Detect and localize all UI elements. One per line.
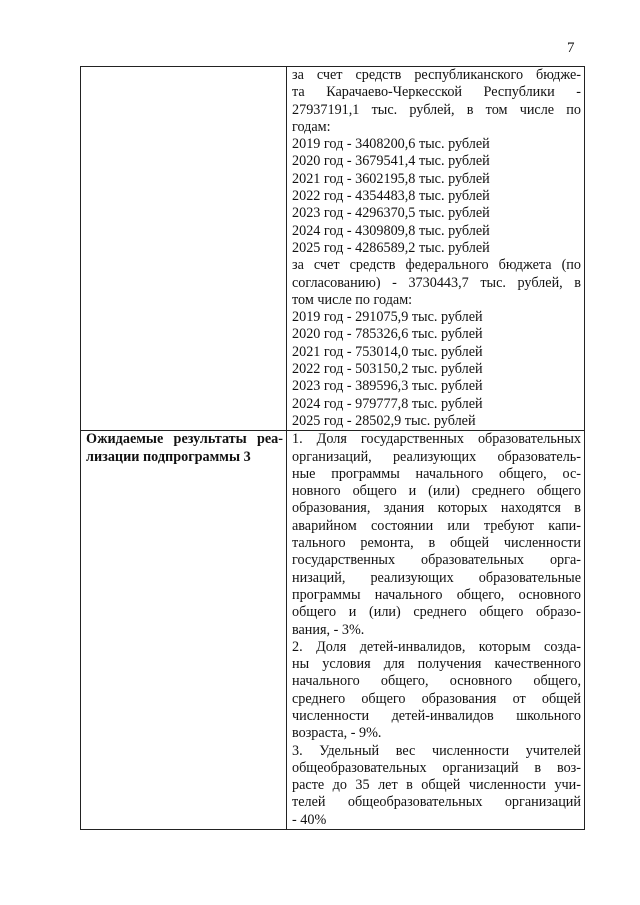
results-text-line: 1. Доля государственных образовательных <box>292 431 581 448</box>
funding-text-line: 2025 год - 28502,9 тыс. рублей <box>292 412 476 429</box>
funding-text-line: 2020 год - 3679541,4 тыс. рублей <box>292 153 490 170</box>
funding-text-line: та Карачаево-Черкесской Республики - <box>292 84 581 101</box>
results-text-line: тального ремонта, в общей численности <box>292 535 581 552</box>
funding-text-line: 2023 год - 4296370,5 тыс. рублей <box>292 205 490 222</box>
funding-text-line: 2019 год - 291075,9 тыс. рублей <box>292 309 483 326</box>
results-text-line: низаций, реализующих образовательные <box>292 569 581 586</box>
funding-text-line: 2021 год - 753014,0 тыс. рублей <box>292 343 483 360</box>
funding-text-line: 2022 год - 503150,2 тыс. рублей <box>292 361 483 378</box>
results-text-line: телей общеобразовательных организаций <box>292 794 581 811</box>
funding-text-line: 2020 год - 785326,6 тыс. рублей <box>292 326 483 343</box>
results-label-lines <box>86 431 283 466</box>
results-text-line: расте до 35 лет в общей численности учи- <box>292 777 581 794</box>
funding-text-line: 2021 год - 3602195,8 тыс. рублей <box>292 170 490 187</box>
funding-text-line: 2025 год - 4286589,2 тыс. рублей <box>292 239 490 256</box>
results-text-line: общеобразовательных организаций в воз- <box>292 759 581 776</box>
funding-text-line: 27937191,1 тыс. рублей, в том числе по <box>292 101 581 118</box>
funding-text-line: согласованию) - 3730443,7 тыс. рублей, в <box>292 274 581 291</box>
results-text-line: начального общего, основного общего, <box>292 673 581 690</box>
results-label-line: Ожидаемые результаты реа- <box>86 431 283 448</box>
results-text-cell <box>287 431 585 830</box>
funding-text-cell <box>287 67 585 431</box>
results-text-line: 2. Доля детей-инвалидов, которым созда- <box>292 638 581 655</box>
funding-text-line: 2024 год - 979777,8 тыс. рублей <box>292 395 483 412</box>
results-text-line: 3. Удельный вес численности учителей <box>292 742 581 759</box>
results-label-line: лизации подпрограммы 3 <box>86 448 251 465</box>
funding-text-line: за счет средств федерального бюджета (по <box>292 257 581 274</box>
table-row-funding <box>81 67 585 431</box>
funding-text-line: 2019 год - 3408200,6 тыс. рублей <box>292 136 490 153</box>
results-text-line: организаций, реализующих образователь- <box>292 448 581 465</box>
results-lines <box>292 431 581 829</box>
results-text-line: возраста, - 9%. <box>292 725 382 742</box>
funding-text-line: том числе по годам: <box>292 291 413 308</box>
page-number: 7 <box>567 40 575 56</box>
funding-text-line: 2024 год - 4309809,8 тыс. рублей <box>292 222 490 239</box>
funding-text-line: 2022 год - 4354483,8 тыс. рублей <box>292 188 490 205</box>
results-label-cell <box>81 431 287 830</box>
results-text-line: новного общего и (или) среднего общего <box>292 483 581 500</box>
results-text-line: образования, здания которых находятся в <box>292 500 581 517</box>
funding-text-line: годам: <box>292 118 331 135</box>
results-text-line: среднего общего образования от общей <box>292 690 581 707</box>
results-text-line: государственных образовательных орга- <box>292 552 581 569</box>
results-text-line: программы начального общего, основного <box>292 586 581 603</box>
results-text-line: ны условия для получения качественного <box>292 656 581 673</box>
results-text-line: вания, - 3%. <box>292 621 365 638</box>
funding-label-cell <box>81 67 287 431</box>
table-row-results <box>81 431 585 830</box>
funding-text-line: за счет средств республиканского бюдже- <box>292 67 581 83</box>
results-text-line: общего и (или) среднего общего образо- <box>292 604 581 621</box>
results-text-line: численности детей-инвалидов школьного <box>292 707 581 724</box>
results-text-line: ные программы начального общего, ос- <box>292 465 581 482</box>
passport-table <box>80 66 585 830</box>
results-text-line: аварийном состоянии или требуют капи- <box>292 517 581 534</box>
results-text-line: - 40% <box>292 811 327 828</box>
funding-lines <box>292 67 581 430</box>
funding-text-line: 2023 год - 389596,3 тыс. рублей <box>292 378 483 395</box>
